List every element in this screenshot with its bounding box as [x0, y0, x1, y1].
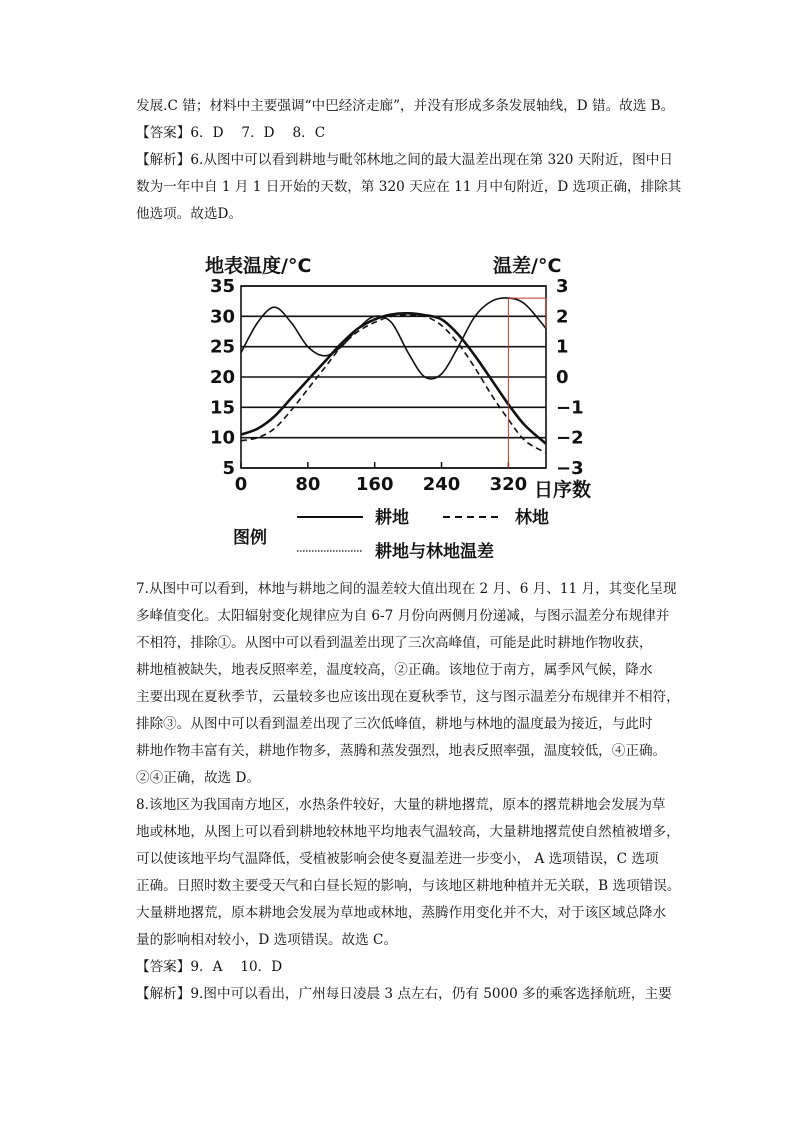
- left-tick-label: 15: [209, 397, 235, 419]
- left-tick-label: 10: [209, 427, 235, 449]
- text-line: 大量耕地撂荒，原本耕地会发展为草地或林地，蒸腾作用变化并不大，对于该区域总降水: [136, 905, 667, 921]
- x-axis-title: 日序数: [534, 479, 592, 501]
- x-tick-label: 160: [355, 474, 394, 495]
- temperature-figure: [205, 250, 595, 575]
- x-tick-label: 0: [234, 474, 248, 495]
- left-tick-label: 35: [209, 276, 235, 297]
- text-line: 排除③。从图中可以看到温差出现了三次低峰值，耕地与林地的温度最为接近，与此时: [136, 716, 653, 732]
- text-line: 【解析】6.从图中可以看到耕地与毗邻林地之间的最大温差出现在第 320 天附近，图中日: [136, 152, 673, 168]
- text-line: 7.从图中可以看到，林地与耕地之间的温差较大值出现在 2 月、6 月、11 月，其变化呈现: [136, 581, 677, 597]
- legend-title: 图例: [233, 528, 267, 548]
- right-tick-label: −3: [556, 458, 584, 479]
- text-line: 量的影响相对较小，D 选项错误。故选 C。: [136, 932, 398, 948]
- text-line: ②④正确，故选 D。: [136, 770, 260, 786]
- temperature-chart: [205, 250, 595, 575]
- text-line: 数为一年中自 1 月 1 日开始的天数，第 320 天应在 11 月中旬附近，D 选项正确，排除其: [136, 179, 682, 195]
- right-tick-label: 0: [556, 367, 569, 388]
- text-line: 不相符，排除①。从图中可以看到温差出现了三次高峰值，可能是此时耕地作物收获，: [136, 635, 653, 651]
- text-line: 耕地作物丰富有关，耕地作物多，蒸腾和蒸发强烈，地表反照率强，温度较低，④正确。: [136, 743, 667, 759]
- text-line: 8.该地区为我国南方地区，水热条件较好，大量的耕地撂荒，原本的撂荒耕地会发展为草: [136, 797, 666, 813]
- text-line: 他选项。故选D。: [136, 206, 243, 222]
- left-tick-label: 25: [209, 336, 235, 358]
- left-tick-label: 5: [222, 458, 235, 479]
- answer-line: 【答案】9．A 10．D: [136, 959, 283, 975]
- left-tick-label: 30: [209, 306, 235, 328]
- right-tick-label: 2: [556, 306, 569, 328]
- text-line: 正确。日照时数主要受天气和白昼长短的影响，与该地区耕地种植并无关联，B 选项错误。: [136, 878, 681, 894]
- legend-item-difference: 耕地与林地温差: [375, 542, 494, 562]
- series-line-difference: [241, 298, 546, 379]
- text-line: 耕地植被缺失，地表反照率差，温度较高，②正确。该地位于南方，属季风气候，降水: [136, 662, 653, 678]
- legend-item-cropland: 耕地: [375, 508, 409, 528]
- series-line-cropland: [241, 313, 546, 443]
- text-line: 多峰值变化。太阳辐射变化规律应为自 6-7 月份向两侧月份递减，与图示温差分布规律并: [136, 608, 670, 624]
- right-axis-title: 温差/°C: [493, 255, 562, 277]
- right-tick-label: −2: [556, 427, 584, 449]
- text-line: 可以使该地平均气温降低，受植被影响会使冬夏温差进一步变小， A 选项错误，C 选项: [136, 851, 659, 867]
- text-line: 地或林地，从图上可以看到耕地较林地平均地表气温较高，大量耕地撂荒使自然植被增多，: [136, 824, 680, 840]
- x-tick-label: 240: [422, 474, 461, 495]
- x-tick-label: 80: [295, 474, 321, 495]
- left-axis-title: 地表温度/°C: [205, 255, 312, 277]
- x-tick-label: 320: [489, 474, 528, 495]
- answer-line: 【答案】6．D 7．D 8．C: [136, 125, 326, 141]
- text-line: 主要出现在夏秋季节，云量较多也应该出现在夏秋季节，这与图示温差分布规律并不相符，: [136, 689, 680, 705]
- right-tick-label: −1: [556, 397, 584, 419]
- series-line-forest: [241, 315, 546, 453]
- right-tick-label: 3: [556, 276, 569, 297]
- text-line: 发展.C 错；材料中主要强调“中巴经济走廊”，并没有形成多条发展轴线，D 错。故选 B。: [136, 98, 675, 114]
- left-tick-label: 20: [209, 367, 235, 388]
- legend-item-forest: 林地: [515, 508, 549, 528]
- right-tick-label: 1: [556, 336, 569, 358]
- text-line: 【解析】9.图中可以看出，广州每日凌晨 3 点左右，仍有 5000 多的乘客选择航班，主要: [136, 986, 672, 1002]
